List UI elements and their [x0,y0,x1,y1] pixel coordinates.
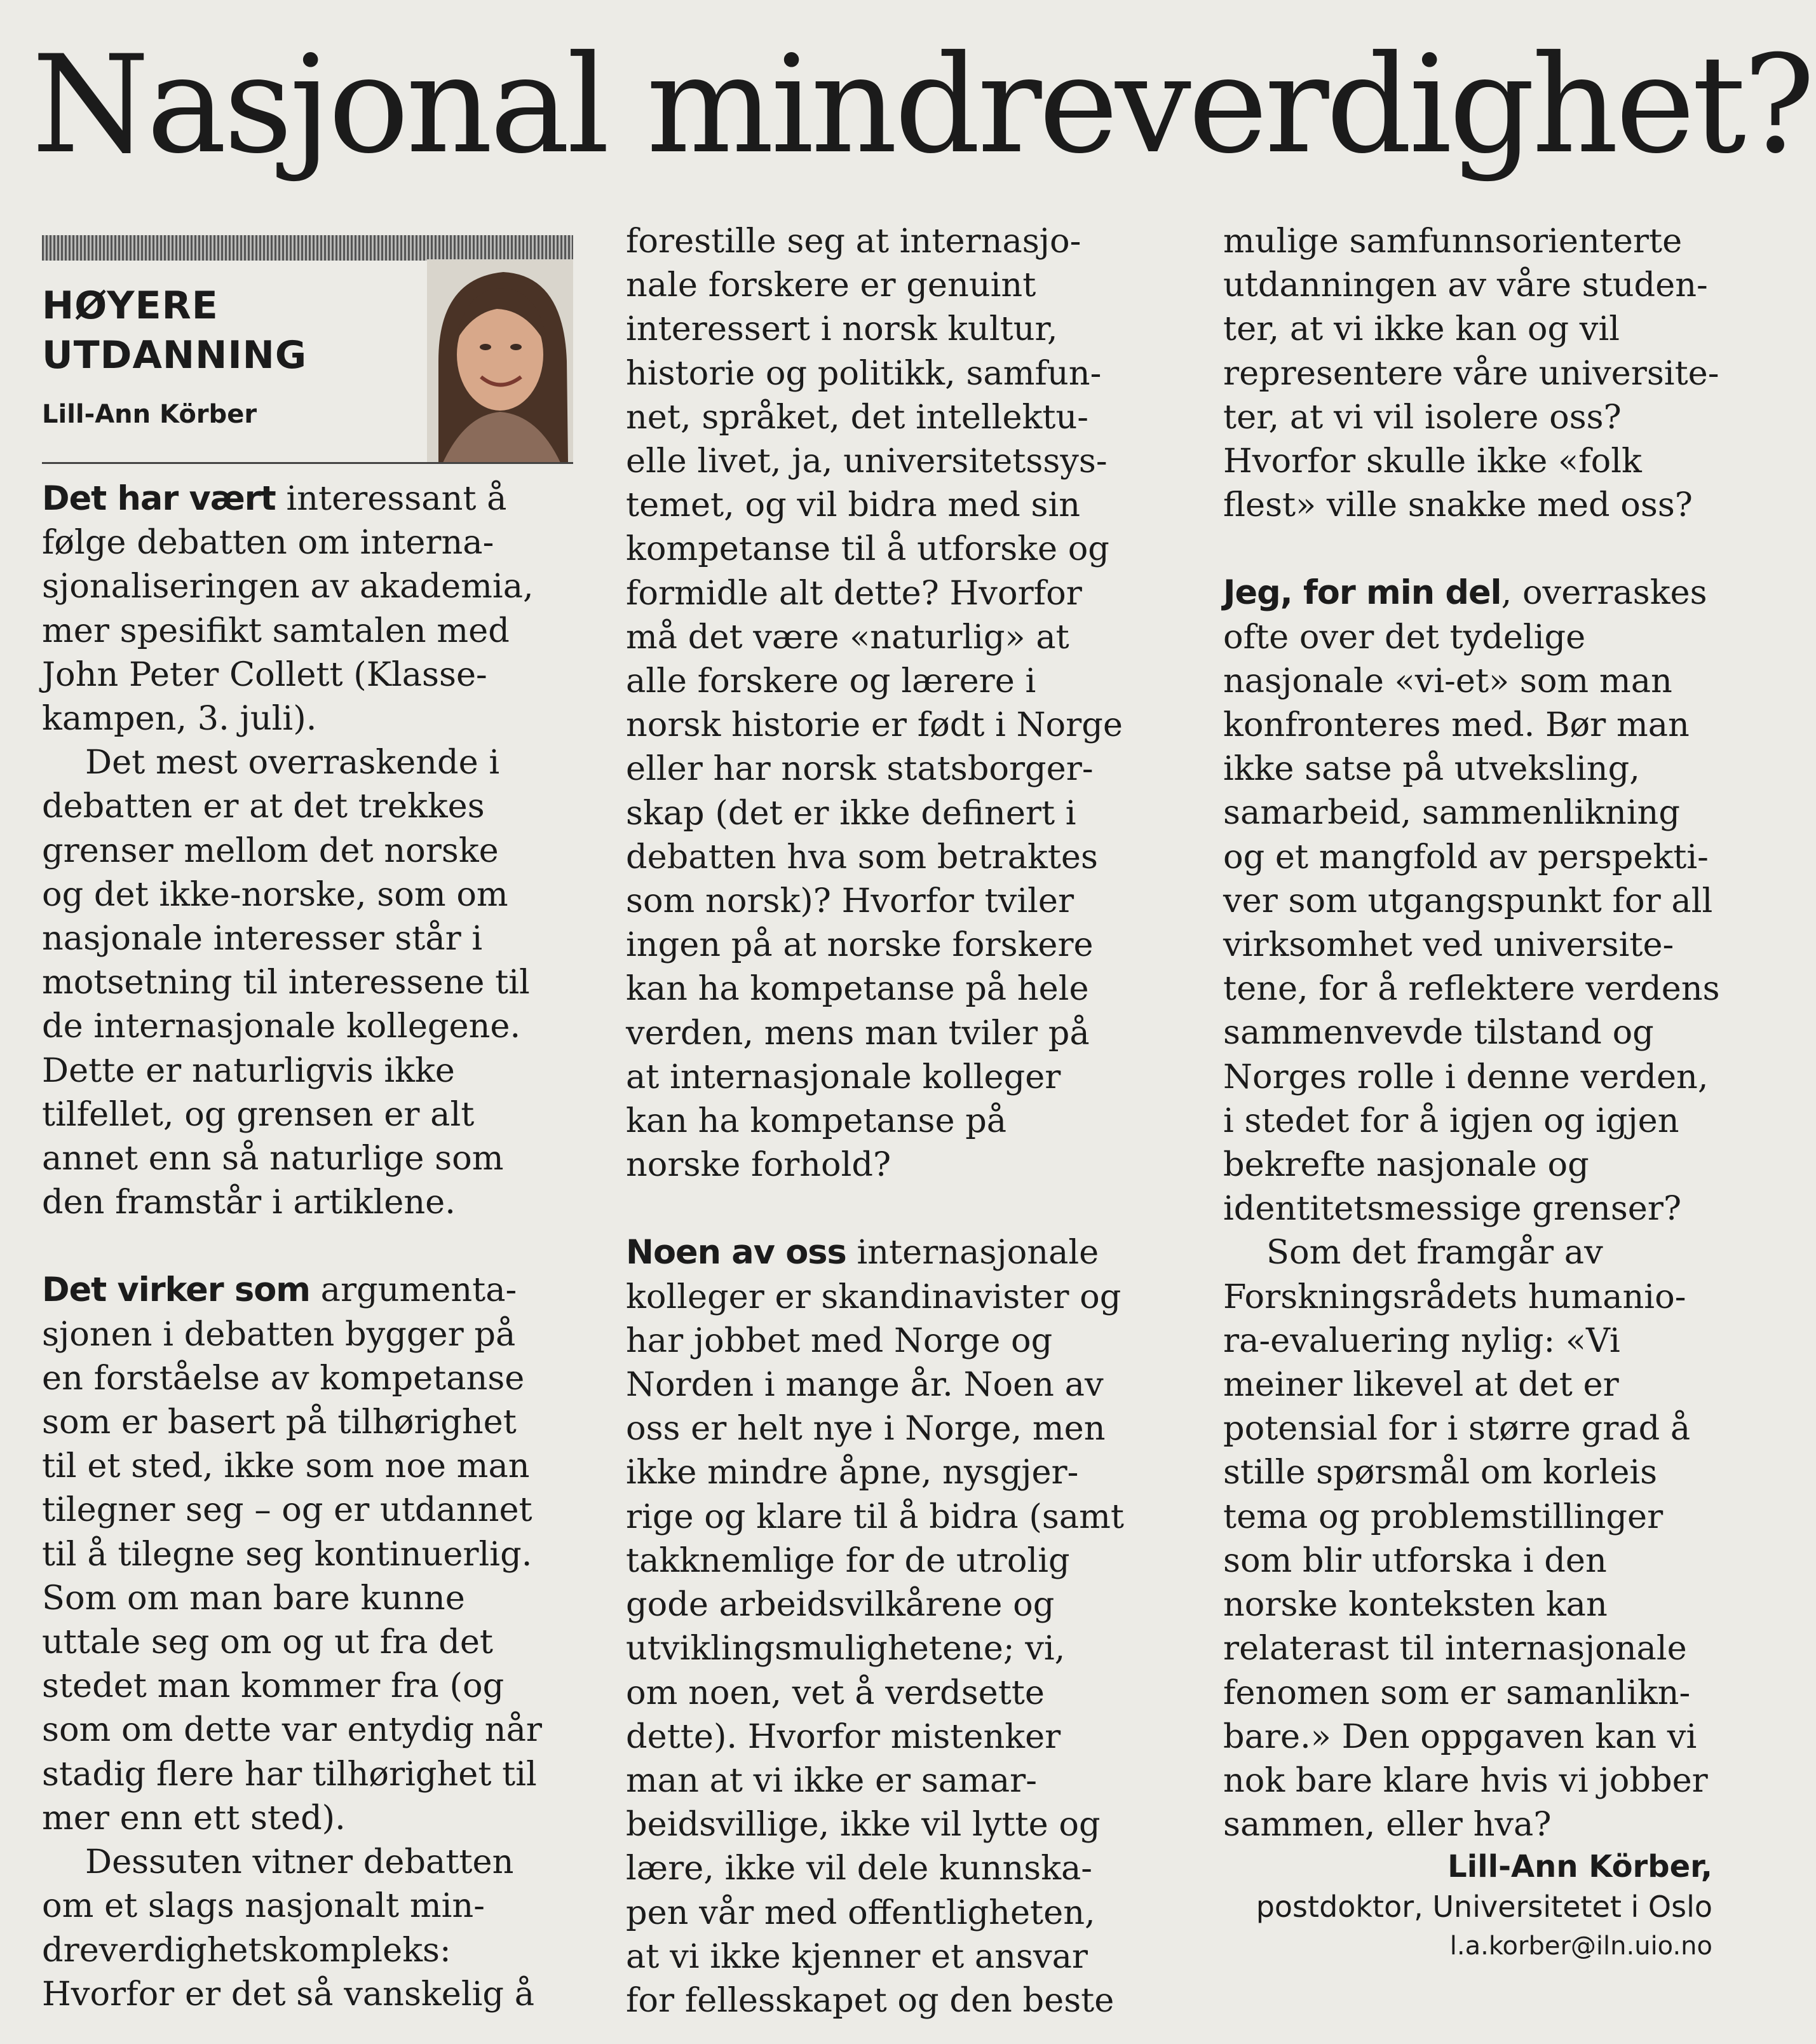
lead-in: Det har vært [42,479,276,518]
column-1 [42,219,588,2016]
paragraph: Det mest overraskende i debatten er at det trekkes grenser mellom det norske og det ikke-norske, som om nasjonale interesser står i motsetning til interessene til de internasjonale kollegene. Dette er naturligvis ikke tilfellet, og grensen er alt annet enn så naturlige som den framstår i artiklene. [42,743,530,1222]
paragraph [42,477,588,740]
lead-in: Det virker som [42,1271,310,1310]
paragraph: forestille seg at internasjo- nale forskere er genuint interessert i norsk kultur, historie og politikk, samfun- net, språket, det intellektu- elle livet, ja, universitetssys- temet, og vil bidra med sin kompetanse til å utforske og formidle alt dette? Hvorfor må det være «naturlig» at alle forskere og lærere i norsk historie er født i Norge eller har norsk statsborger- skap (det er ikke definert i debatten hva som betraktes som norsk)? Hvorfor tviler ingen på at norske forskere kan ha kompetanse på hele verden, mens man tviler på at internasjonale kolleger kan ha kompetanse på norske forhold? [626,222,1123,1185]
column-3 [1223,219,1770,1966]
headline: Nasjonal mindreverdighet? [32,26,1812,183]
column-header [42,235,588,477]
paragraph [1223,571,1770,1230]
paragraph [42,1268,588,1840]
paragraph: mulige samfunnsorienterte utdanningen av våre studen- ter, at vi ikke kan og vil representere våre universite- ter, at vi vil isolere oss? Hvorfor skulle ikke «folk flest» ville snakke med oss? [1223,222,1719,525]
paragraph-text: internasjonale kolleger er skandinavister og har jobbet med Norge og Norden i mange år. Noen av oss er helt nye i Norge, men ikke mindre åpne, nysgjer- rige og klare til å bidra (samt takknemlige for de utrolig gode arbeidsvilkårene og utviklingsmulighetene; vi, om noen, vet å verdsette dette). Hvorfor mistenker man at vi ikke er samar- beidsvillige, ikke vil lytte og lære, ikke vil dele kunnska- pen vår med offentligheten, at vi ikke kjenner et ansvar for fellesskapet og den beste [626,1233,1124,2020]
author-name: Lill-Ann Körber [42,400,257,429]
paragraph-text: , overraskes ofte over det tydelige nasjonale «vi-et» som man konfronteres med. Bør man ikke satse på utveksling, samarbeid, sammenlikning og et mangfold av perspekti- ver som utgangspunkt for all virksomhet ved universite- tene, for å reflektere verdens sammenvevde tilstand og Norges rolle i denne verden, i stedet for å igjen og igjen bekrefte nasjonale og identitetsmessige grenser? [1223,573,1720,1229]
lead-in: Noen av oss [626,1233,846,1272]
section-label: HØYERE UTDANNING [42,283,308,378]
section-rule [42,462,573,464]
paragraph: Dessuten vitner debatten om et slags nasjonalt min- dreverdighetskompleks: Hvorfor er det så vanskelig å [42,1843,534,2013]
author-photo [427,259,573,463]
lead-in: Jeg, for min del [1223,573,1501,613]
paragraph-text: argumenta- sjonen i debatten bygger på en forståelse av kompetanse som er basert på tilhørighet til et sted, ikke som noe man tilegner seg – og er utdannet til å tilegne seg kontinuerlig. Som om man bare kunne uttale seg om og ut fra det stedet man kommer fra (og som om dette var entydig når stadig flere har tilhørighet til mer enn ett sted). [42,1271,543,1837]
paragraph [626,1230,1172,2022]
signature-title: postdoktor, Universitetet i Oslo [1256,1890,1712,1925]
paragraph-text: interessant å følge debatten om interna- sjonaliseringen av akademia, mer spesifikt samtalen med John Peter Collett (Klasse- kampen, 3. juli). [42,479,534,739]
signature-name: Lill-Ann Körber, [1447,1849,1712,1885]
column-2 [626,219,1172,2022]
section-bar [42,235,573,261]
signature [1223,1846,1770,1966]
signature-email: l.a.korber@iln.uio.no [1449,1932,1712,1961]
paragraph: Som det framgår av Forskningsrådets humanio- ra-evaluering nylig: «Vi meiner likevel at det er potensial for i større grad å stille spørsmål om korleis tema og problemstillinger som blir utforska i den norske konteksten kan relaterast til internasjonale fenomen som er samanlikn- bare.» Den oppgaven kan vi nok bare klare hvis vi jobber sammen, eller hva? [1223,1233,1708,1844]
